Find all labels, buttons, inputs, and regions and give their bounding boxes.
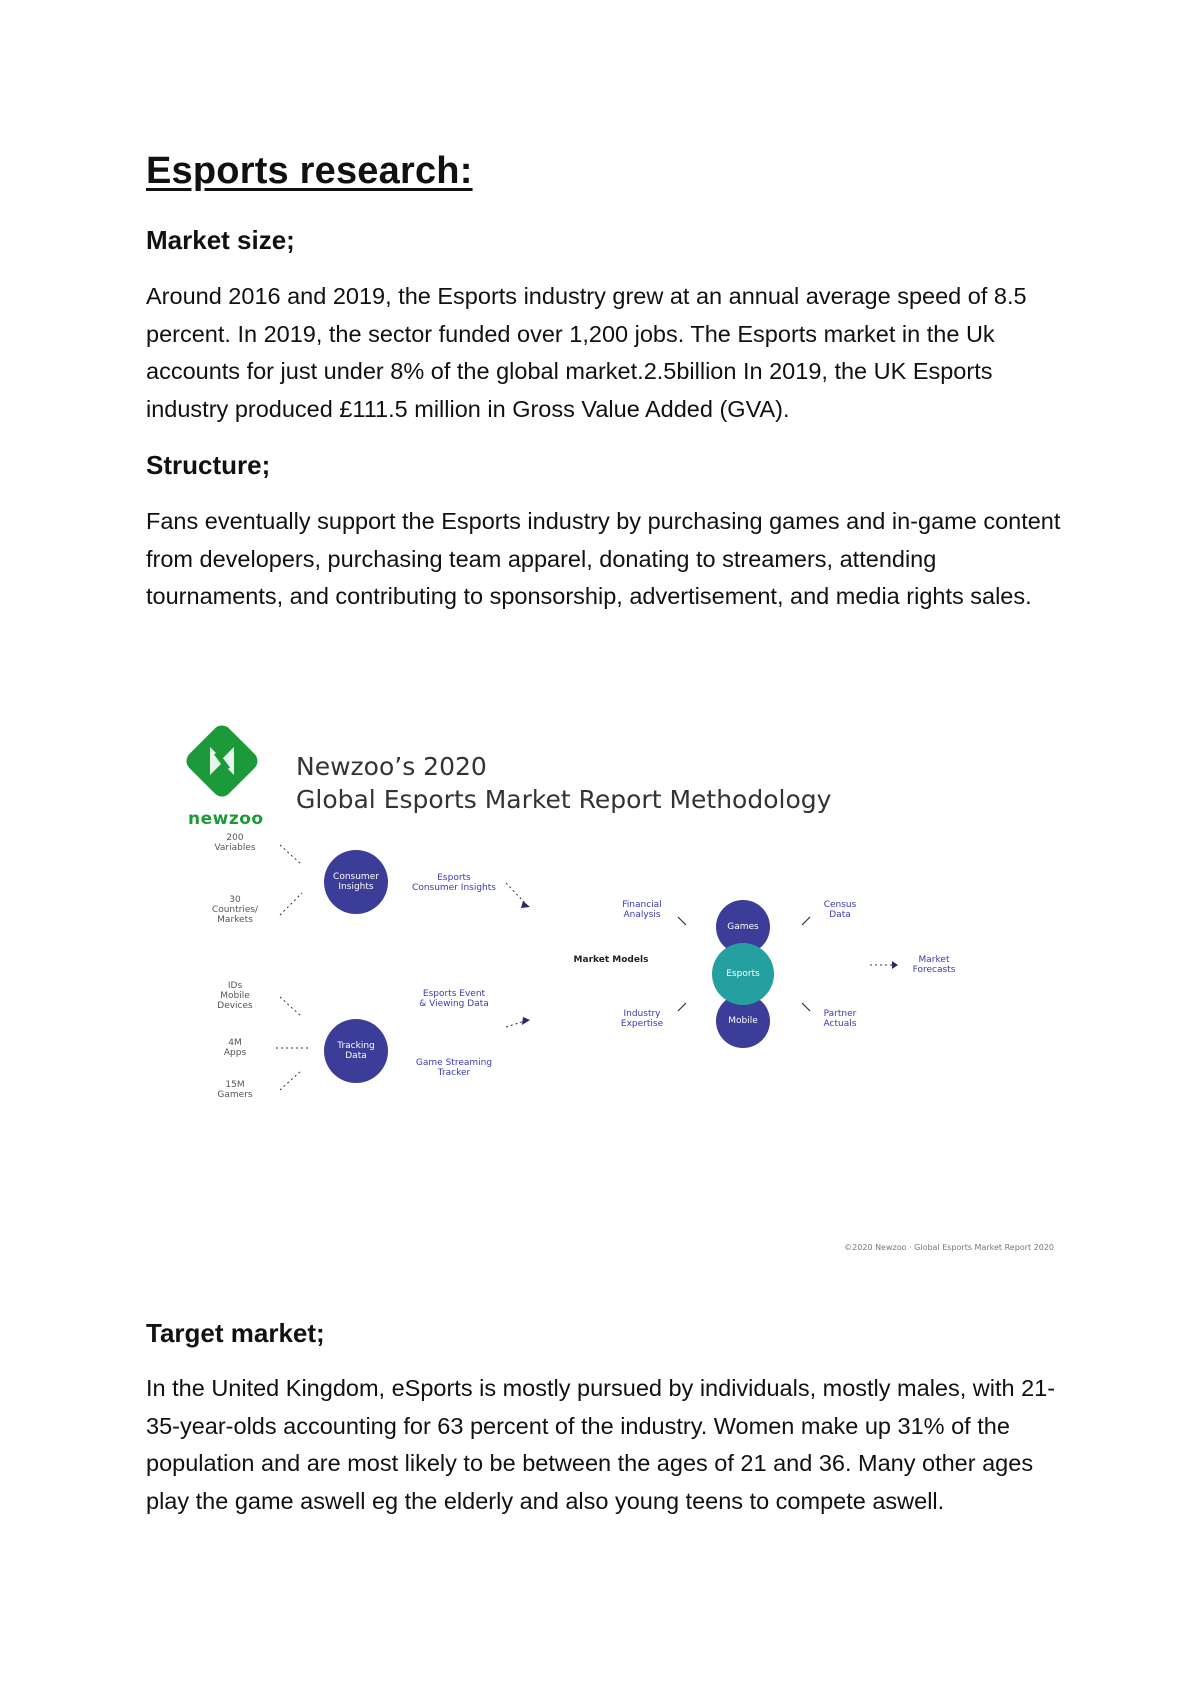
structure-paragraph: Fans eventually support the Esports industry by purchasing games and in-game content from developers, purchasing team apparel, donating to streamers, attending tournaments, and contributing to sponsorship, advertisement, and media rights sales. bbox=[146, 508, 1061, 609]
games-label: Games bbox=[727, 922, 759, 932]
input-countries: 30 Countries/ Markets bbox=[211, 895, 259, 925]
market-size-paragraph: Around 2016 and 2019, the Esports industry grew at an annual average speed of 8.5 percent. In 2019, the sector funded over 1,200 jobs. The Esports market in the Uk accounts for just under 8% of the global market.2.5billion In 2019, the UK Esports industry produced £111.5 million in Gross Value Added (GVA). bbox=[146, 283, 1027, 422]
newzoo-logo-text: newzoo bbox=[188, 809, 264, 829]
mobile-label: Mobile bbox=[728, 1016, 758, 1026]
consumer-insights-output: Esports Consumer Insights bbox=[412, 873, 496, 893]
streaming-tracker: Game Streaming Tracker bbox=[415, 1058, 493, 1078]
event-viewing-data: Esports Event & Viewing Data bbox=[419, 989, 489, 1009]
input-gamers: 15M Gamers bbox=[217, 1080, 253, 1100]
tracking-data-label: Tracking Data bbox=[337, 1041, 375, 1061]
esports-label: Esports bbox=[726, 969, 760, 979]
census-data-label: Census Data bbox=[823, 900, 857, 920]
figure-title-line2: Global Esports Market Report Methodology bbox=[296, 785, 832, 814]
newzoo-logo-icon bbox=[182, 725, 261, 801]
newzoo-methodology-figure bbox=[180, 725, 1060, 1265]
consumer-insights-label: Consumer Insights bbox=[333, 872, 379, 892]
market-forecasts-label: Market Forecasts bbox=[912, 955, 956, 975]
target-market-paragraph: In the United Kingdom, eSports is mostly pursued by individuals, mostly males, with 21-35-year-olds accounting for 63 percent of the industry. Women make up 31% of the population and are most likely to be between the ages of 21 and 36. Many other ages play the game aswell eg the elderly and also young teens to compete aswell. bbox=[146, 1375, 1056, 1514]
market-size-heading: Market size; bbox=[146, 225, 295, 255]
partner-actuals-label: Partner Actuals bbox=[823, 1009, 857, 1029]
input-mobile-devices: IDs Mobile Devices bbox=[217, 981, 253, 1011]
market-models-label: Market Models bbox=[573, 955, 649, 965]
document-title: Esports research: bbox=[146, 150, 473, 192]
input-variables: 200 Variables bbox=[214, 833, 256, 853]
figure-copyright: ©2020 Newzoo · Global Esports Market Report 2020 bbox=[844, 1243, 1054, 1252]
industry-expertise-label: Industry Expertise bbox=[620, 1009, 664, 1029]
input-apps: 4M Apps bbox=[223, 1038, 247, 1058]
structure-heading: Structure; bbox=[146, 450, 271, 480]
financial-analysis-label: Financial Analysis bbox=[622, 900, 662, 920]
target-market-heading: Target market; bbox=[146, 1318, 325, 1348]
figure-title-line1: Newzoo’s 2020 bbox=[296, 752, 487, 781]
